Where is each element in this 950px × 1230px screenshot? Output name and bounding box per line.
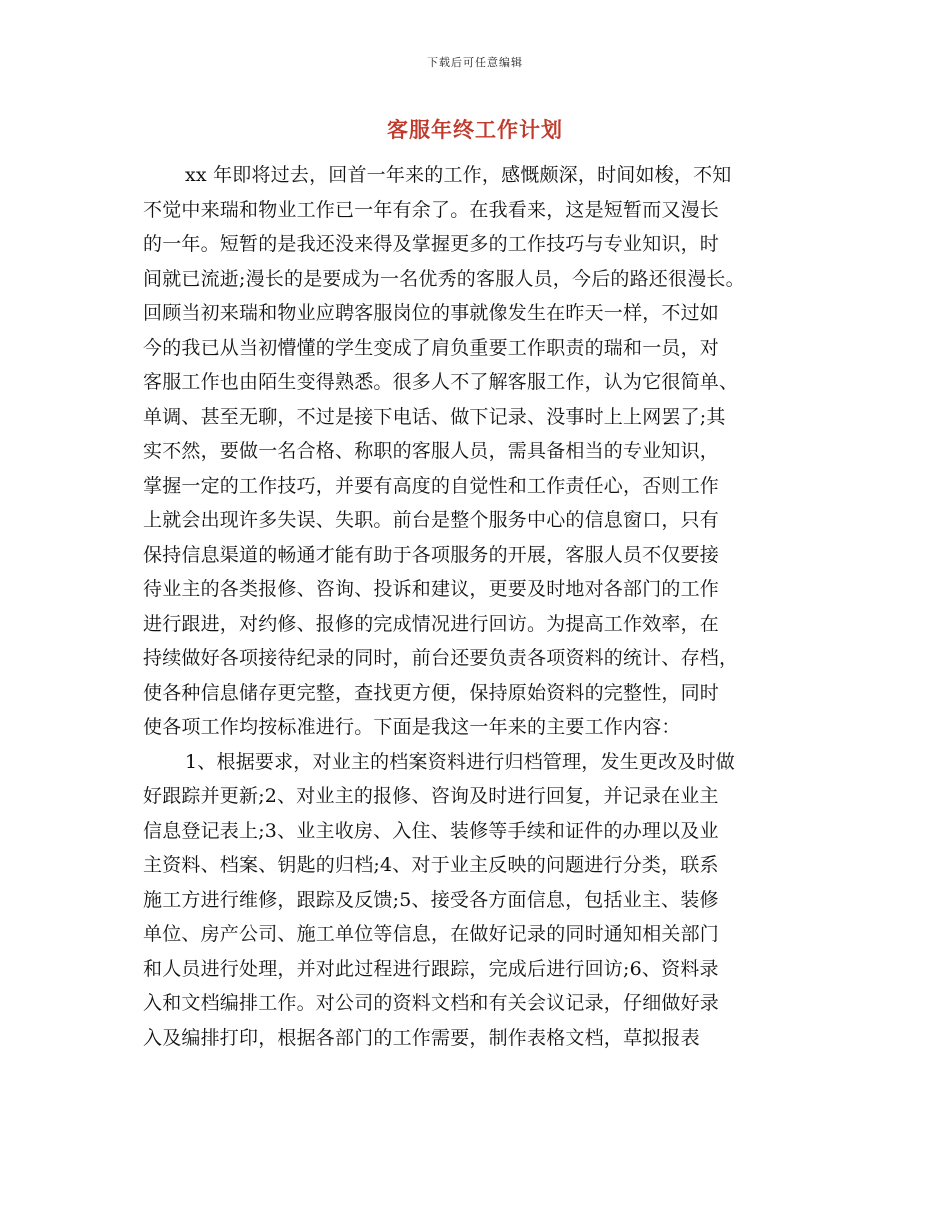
paragraph-line: 入及编排打印，根据各部门的工作需要，制作表格文档，草拟报表 — [143, 1026, 700, 1049]
paragraph-line: 和人员进行处理，并对此过程进行跟踪，完成后进行回访;6、资料录 — [143, 957, 719, 980]
page-header: 下载后可任意编辑 — [427, 56, 523, 69]
paragraph-line: 待业主的各类报修、咨询、投诉和建议，更要及时地对各部门的工作 — [143, 578, 720, 600]
document-body — [143, 158, 833, 1055]
paragraph-line: 使各项工作均按标准进行。下面是我这一年来的主要工作内容： — [143, 716, 681, 738]
paragraph-line: 入和文档编排工作。对公司的资料文档和有关会议记录，仔细做好录 — [143, 992, 720, 1014]
paragraph-line: 1、根据要求，对业主的档案资料进行归档管理，发生更改及时做 — [185, 750, 735, 773]
paragraph-line: 掌握一定的工作技巧，并要有高度的自觉性和工作责任心，否则工作 — [143, 474, 720, 497]
paragraph-line: 单调、甚至无聊，不过是接下电话、做下记录、没事时上上网罢了;其 — [143, 405, 726, 428]
paragraph-line: 好跟踪并更新;2、对业主的报修、咨询及时进行回复，并记录在业主 — [143, 785, 719, 807]
paragraph-line: 施工方进行维修，跟踪及反馈;5、接受各方面信息，包括业主、装修 — [143, 888, 719, 911]
paragraph-line: 持续做好各项接待纪录的同时，前台还要负责各项资料的统计、存档， — [143, 647, 739, 669]
paragraph-line: 实不然，要做一名合格、称职的客服人员，需具备相当的专业知识， — [143, 440, 720, 462]
paragraph-line: 回顾当初来瑞和物业应聘客服岗位的事就像发生在昨天一样，不过如 — [143, 302, 720, 324]
paragraph-line: 不觉中来瑞和物业工作已一年有余了。在我看来，这是短暂而又漫长 — [143, 198, 720, 221]
paragraph-line: 间就已流逝;漫长的是要成为一名优秀的客服人员，今后的路还很漫长。 — [143, 267, 745, 290]
paragraph-line: 主资料、档案、钥匙的归档;4、对于业主反映的问题进行分类，联系 — [143, 854, 719, 876]
paragraph-line: 单位、房产公司、施工单位等信息，在做好记录的同时通知相关部门 — [143, 923, 720, 945]
document-title: 客服年终工作计划 — [387, 117, 563, 142]
paragraph-line: 上就会出现许多失误、失职。前台是整个服务中心的信息窗口，只有 — [143, 509, 720, 531]
paragraph-line: 进行跟进，对约修、报修的完成情况进行回访。为提高工作效率，在 — [143, 612, 720, 635]
paragraph-line: 保持信息渠道的畅通才能有助于各项服务的开展，客服人员不仅要接 — [143, 543, 720, 566]
paragraph-line: 客服工作也由陌生变得熟悉。很多人不了解客服工作，认为它很简单、 — [143, 371, 739, 393]
paragraph-line: 使各种信息储存更完整，查找更方便，保持原始资料的完整性，同时 — [143, 681, 720, 704]
paragraph-line: 今的我已从当初懵懂的学生变成了肩负重要工作职责的瑞和一员，对 — [143, 336, 720, 359]
paragraph-line: 的一年。短暂的是我还没来得及掌握更多的工作技巧与专业知识，时 — [143, 233, 720, 255]
paragraph-line: xx 年即将过去，回首一年来的工作，感慨颇深，时间如梭，不知 — [185, 164, 732, 186]
paragraph-line: 信息登记表上;3、业主收房、入住、装修等手续和证件的办理以及业 — [143, 819, 719, 842]
